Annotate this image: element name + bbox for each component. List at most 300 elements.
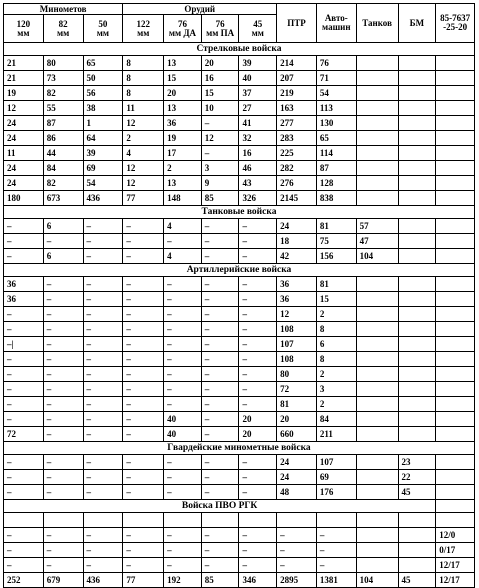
table-cell: – xyxy=(123,322,164,337)
table-cell: 180 xyxy=(4,191,44,206)
table-cell: – xyxy=(123,277,164,292)
table-cell: – xyxy=(123,307,164,322)
table-cell: – xyxy=(43,427,83,442)
table-cell: – xyxy=(123,367,164,382)
table-cell: – xyxy=(164,558,202,573)
table-cell: – xyxy=(164,397,202,412)
table-cell: – xyxy=(239,397,277,412)
total-cell: 77 xyxy=(123,573,164,588)
table-cell: – xyxy=(123,219,164,234)
table-cell: – xyxy=(43,470,83,485)
header-sub-cell: 120 мм xyxy=(4,15,44,43)
table-cell: – xyxy=(123,397,164,412)
table-cell xyxy=(436,86,475,101)
table-cell: – xyxy=(164,234,202,249)
table-cell xyxy=(436,352,475,367)
table-cell: – xyxy=(123,470,164,485)
table-cell xyxy=(398,382,436,397)
table-cell: 46 xyxy=(239,161,277,176)
table-cell: 12 xyxy=(201,131,239,146)
table-cell: 43 xyxy=(239,176,277,191)
section-title: Гвардейские минометные войска xyxy=(4,442,475,455)
table-cell: – xyxy=(239,543,277,558)
table-cell: 113 xyxy=(316,101,356,116)
table-cell xyxy=(398,307,436,322)
table-cell: – xyxy=(123,528,164,543)
table-cell: – xyxy=(164,528,202,543)
table-row xyxy=(4,337,475,352)
table-cell xyxy=(316,513,356,528)
table-cell: – xyxy=(83,249,123,264)
table-cell: 20 xyxy=(277,412,317,427)
table-cell: 3 xyxy=(316,382,356,397)
table-cell: 15 xyxy=(164,71,202,86)
table-cell xyxy=(398,71,436,86)
table-cell: – xyxy=(201,219,239,234)
total-cell: 679 xyxy=(43,573,83,588)
table-cell: 24 xyxy=(4,131,44,146)
table-cell: 207 xyxy=(277,71,317,86)
table-cell xyxy=(398,397,436,412)
table-cell: – xyxy=(4,352,44,367)
table-cell xyxy=(277,513,317,528)
table-cell: – xyxy=(164,292,202,307)
table-cell: 21 xyxy=(4,71,44,86)
table-cell xyxy=(356,322,398,337)
table-cell: – xyxy=(164,485,202,500)
table-cell: – xyxy=(83,337,123,352)
table-cell: – xyxy=(43,485,83,500)
table-cell: 11 xyxy=(123,101,164,116)
table-cell: 6 xyxy=(43,249,83,264)
table-cell xyxy=(164,513,202,528)
table-cell: 50 xyxy=(83,71,123,86)
section-title: Войска ПВО РГК xyxy=(4,500,436,513)
table-cell: – xyxy=(316,528,356,543)
table-cell xyxy=(356,427,398,442)
table-cell xyxy=(436,500,475,513)
table-row xyxy=(4,101,475,116)
table-cell: 24 xyxy=(4,161,44,176)
table-cell: – xyxy=(123,455,164,470)
table-cell: – xyxy=(201,382,239,397)
table-cell xyxy=(398,131,436,146)
table-cell: – xyxy=(239,322,277,337)
table-cell: – xyxy=(83,455,123,470)
table-cell: 76 xyxy=(316,56,356,71)
table-cell: – xyxy=(201,146,239,161)
table-cell xyxy=(356,485,398,500)
table-cell: 176 xyxy=(316,485,356,500)
table-cell: – xyxy=(83,277,123,292)
table-cell: – xyxy=(277,543,317,558)
table-row xyxy=(4,191,475,206)
table-cell: 8 xyxy=(316,322,356,337)
table-cell: – xyxy=(43,397,83,412)
table-cell xyxy=(356,146,398,161)
table-cell xyxy=(83,513,123,528)
table-cell: 13 xyxy=(164,176,202,191)
table-cell xyxy=(436,455,475,470)
table-cell: 21 xyxy=(4,56,44,71)
table-cell: – xyxy=(201,116,239,131)
table-cell: 84 xyxy=(43,161,83,176)
table-body xyxy=(4,43,475,588)
table-cell: 71 xyxy=(316,71,356,86)
table-cell: 80 xyxy=(277,367,317,382)
table-cell: 72 xyxy=(4,427,44,442)
table-cell xyxy=(356,543,398,558)
table-cell xyxy=(356,101,398,116)
data-table xyxy=(3,3,475,588)
table-cell: 69 xyxy=(316,470,356,485)
table-cell xyxy=(436,71,475,86)
table-row xyxy=(4,470,475,485)
table-cell xyxy=(398,146,436,161)
table-cell: 54 xyxy=(316,86,356,101)
table-cell: – xyxy=(316,558,356,573)
table-cell: 36 xyxy=(4,292,44,307)
table-cell xyxy=(436,307,475,322)
table-cell: 19 xyxy=(4,86,44,101)
table-cell: 19 xyxy=(164,131,202,146)
table-cell xyxy=(356,337,398,352)
table-cell: – xyxy=(43,412,83,427)
table-cell: – xyxy=(123,337,164,352)
table-cell: 81 xyxy=(316,219,356,234)
table-cell: 17 xyxy=(164,146,202,161)
table-cell: 214 xyxy=(277,56,317,71)
table-cell: 15 xyxy=(201,86,239,101)
table-cell: 20 xyxy=(164,86,202,101)
table-cell: 69 xyxy=(83,161,123,176)
table-cell: 32 xyxy=(239,131,277,146)
table-cell xyxy=(436,470,475,485)
table-cell: 87 xyxy=(43,116,83,131)
table-cell xyxy=(356,528,398,543)
table-cell xyxy=(356,292,398,307)
table-cell: 40 xyxy=(164,412,202,427)
table-cell: – xyxy=(4,307,44,322)
table-cell xyxy=(436,513,475,528)
table-cell: 36 xyxy=(164,116,202,131)
table-cell: 15 xyxy=(316,292,356,307)
table-row xyxy=(4,161,475,176)
table-cell xyxy=(436,382,475,397)
header-sub-cell: 82 мм xyxy=(43,15,83,43)
table-cell xyxy=(436,161,475,176)
table-cell: – xyxy=(4,234,44,249)
table-cell: 2 xyxy=(316,367,356,382)
table-row xyxy=(4,176,475,191)
table-cell xyxy=(356,455,398,470)
table-cell: – xyxy=(123,412,164,427)
table-cell: – xyxy=(201,485,239,500)
table-cell: – xyxy=(201,455,239,470)
table-cell xyxy=(239,513,277,528)
table-cell xyxy=(356,412,398,427)
table-cell xyxy=(398,412,436,427)
table-cell xyxy=(356,277,398,292)
section-row xyxy=(4,206,475,219)
table-cell: 277 xyxy=(277,116,317,131)
table-cell xyxy=(398,219,436,234)
table-cell: 65 xyxy=(316,131,356,146)
table-cell xyxy=(356,352,398,367)
table-cell: 20 xyxy=(201,56,239,71)
table-cell xyxy=(356,470,398,485)
table-cell: – xyxy=(239,485,277,500)
table-cell: – xyxy=(43,382,83,397)
table-cell: – xyxy=(201,470,239,485)
table-cell xyxy=(436,367,475,382)
table-cell: 276 xyxy=(277,176,317,191)
table-cell: 12 xyxy=(277,307,317,322)
table-cell: 57 xyxy=(356,219,398,234)
table-cell: 225 xyxy=(277,146,317,161)
table-cell: 82 xyxy=(43,86,83,101)
table-row xyxy=(4,543,475,558)
table-cell xyxy=(398,176,436,191)
table-row xyxy=(4,71,475,86)
table-cell: 87 xyxy=(316,161,356,176)
total-cell: 346 xyxy=(239,573,277,588)
table-cell: 45 xyxy=(398,485,436,500)
table-row xyxy=(4,277,475,292)
table-row xyxy=(4,219,475,234)
table-cell: 77 xyxy=(123,191,164,206)
table-cell xyxy=(398,191,436,206)
header-sub-cell: 76 мм ДА xyxy=(164,15,202,43)
table-cell: – xyxy=(4,455,44,470)
table-cell: – xyxy=(201,397,239,412)
table-cell: – xyxy=(83,543,123,558)
table-cell xyxy=(436,56,475,71)
table-cell: – xyxy=(164,277,202,292)
table-cell xyxy=(356,513,398,528)
table-cell: – xyxy=(4,528,44,543)
table-cell xyxy=(398,558,436,573)
table-cell: 27 xyxy=(239,101,277,116)
table-cell: 75 xyxy=(316,234,356,249)
total-cell: 104 xyxy=(356,573,398,588)
table-cell xyxy=(398,161,436,176)
table-cell xyxy=(4,513,44,528)
table-cell xyxy=(356,56,398,71)
table-cell xyxy=(356,116,398,131)
table-cell: – xyxy=(277,528,317,543)
table-cell: – xyxy=(201,249,239,264)
table-cell: 128 xyxy=(316,176,356,191)
table-cell: – xyxy=(201,322,239,337)
table-cell: 47 xyxy=(356,234,398,249)
table-cell: 48 xyxy=(277,485,317,500)
table-cell xyxy=(398,337,436,352)
table-row xyxy=(4,485,475,500)
table-cell: – xyxy=(43,543,83,558)
table-cell: 838 xyxy=(316,191,356,206)
header-archive-ref: 85-7637 -25-20 xyxy=(436,4,475,43)
table-cell: – xyxy=(43,292,83,307)
table-row xyxy=(4,249,475,264)
table-row xyxy=(4,116,475,131)
table-cell: – xyxy=(83,382,123,397)
section-title: Артиллерийские войска xyxy=(4,264,475,277)
table-cell: – xyxy=(239,307,277,322)
table-cell: 18 xyxy=(277,234,317,249)
table-cell: – xyxy=(123,292,164,307)
table-cell: 3 xyxy=(201,161,239,176)
table-cell xyxy=(356,558,398,573)
table-cell xyxy=(398,277,436,292)
table-cell: 6 xyxy=(43,219,83,234)
table-cell: – xyxy=(164,367,202,382)
table-cell: – xyxy=(43,337,83,352)
table-cell: – xyxy=(4,249,44,264)
table-row xyxy=(4,455,475,470)
table-cell: 12/0 xyxy=(436,528,475,543)
header-mortars: Минометов xyxy=(4,4,123,15)
table-cell xyxy=(398,101,436,116)
table-cell: – xyxy=(4,558,44,573)
table-cell: – xyxy=(201,558,239,573)
table-cell: 2 xyxy=(316,397,356,412)
table-cell: – xyxy=(4,543,44,558)
table-cell: – xyxy=(83,292,123,307)
table-cell: – xyxy=(123,352,164,367)
total-cell: 1381 xyxy=(316,573,356,588)
table-cell: 13 xyxy=(164,101,202,116)
table-cell: – xyxy=(43,528,83,543)
table-cell: 130 xyxy=(316,116,356,131)
total-cell: 12/17 xyxy=(436,573,475,588)
table-cell: 41 xyxy=(239,116,277,131)
table-cell xyxy=(398,427,436,442)
table-cell xyxy=(436,176,475,191)
table-cell: 660 xyxy=(277,427,317,442)
table-cell: – xyxy=(83,412,123,427)
section-row xyxy=(4,43,475,56)
header-vehicles: Авто- машин xyxy=(316,4,356,43)
table-cell: 2 xyxy=(316,307,356,322)
table-cell: – xyxy=(4,367,44,382)
table-cell: 80 xyxy=(43,56,83,71)
header-ptr: ПТР xyxy=(277,4,317,43)
table-cell: – xyxy=(83,397,123,412)
table-row xyxy=(4,234,475,249)
header-sub-cell: 45 мм xyxy=(239,15,277,43)
table-cell: 673 xyxy=(43,191,83,206)
header-guns: Орудий xyxy=(123,4,277,15)
table-cell xyxy=(356,176,398,191)
table-cell: – xyxy=(164,352,202,367)
table-cell: – xyxy=(4,412,44,427)
table-cell: 107 xyxy=(277,337,317,352)
table-cell xyxy=(356,86,398,101)
table-cell: – xyxy=(83,485,123,500)
table-cell: 24 xyxy=(277,455,317,470)
table-cell xyxy=(201,513,239,528)
table-cell: 22 xyxy=(398,470,436,485)
table-cell: 283 xyxy=(277,131,317,146)
table-cell: – xyxy=(201,277,239,292)
table-cell xyxy=(436,485,475,500)
table-cell xyxy=(356,131,398,146)
table-cell xyxy=(398,322,436,337)
table-row xyxy=(4,146,475,161)
table-cell: – xyxy=(43,307,83,322)
table-cell: – xyxy=(239,337,277,352)
table-cell xyxy=(356,71,398,86)
table-cell: – xyxy=(239,292,277,307)
table-cell: 108 xyxy=(277,322,317,337)
table-cell xyxy=(356,382,398,397)
table-cell: 84 xyxy=(316,412,356,427)
table-cell: 16 xyxy=(201,71,239,86)
table-row xyxy=(4,307,475,322)
total-cell: 252 xyxy=(4,573,44,588)
table-cell: 42 xyxy=(277,249,317,264)
table-cell: – xyxy=(123,382,164,397)
table-cell xyxy=(436,146,475,161)
table-row xyxy=(4,558,475,573)
table-cell: 36 xyxy=(277,292,317,307)
table-cell: – xyxy=(83,307,123,322)
table-cell: – xyxy=(239,558,277,573)
table-cell xyxy=(398,513,436,528)
table-cell: 72 xyxy=(277,382,317,397)
table-cell: 8 xyxy=(123,56,164,71)
table-cell: – xyxy=(43,455,83,470)
table-cell: 1 xyxy=(83,116,123,131)
table-cell: – xyxy=(4,382,44,397)
table-cell: – xyxy=(164,455,202,470)
table-cell: – xyxy=(4,322,44,337)
table-cell: – xyxy=(83,528,123,543)
table-cell xyxy=(436,337,475,352)
table-cell: 107 xyxy=(316,455,356,470)
table-cell: 219 xyxy=(277,86,317,101)
table-cell: –| xyxy=(4,337,44,352)
table-cell: – xyxy=(239,352,277,367)
table-cell: – xyxy=(43,352,83,367)
table-cell: – xyxy=(164,470,202,485)
table-row xyxy=(4,427,475,442)
table-cell xyxy=(398,234,436,249)
table-cell xyxy=(436,322,475,337)
table-cell: – xyxy=(239,528,277,543)
table-cell: 13 xyxy=(164,56,202,71)
table-row xyxy=(4,367,475,382)
table-cell xyxy=(436,397,475,412)
table-cell xyxy=(398,367,436,382)
table-cell: 2 xyxy=(164,161,202,176)
total-cell: 2895 xyxy=(277,573,317,588)
header-sub-cell: 76 мм ПА xyxy=(201,15,239,43)
table-cell: 24 xyxy=(4,116,44,131)
table-cell: – xyxy=(239,367,277,382)
table-cell: 16 xyxy=(239,146,277,161)
table-header xyxy=(4,4,475,43)
table-cell: 4 xyxy=(123,146,164,161)
table-cell: – xyxy=(239,249,277,264)
table-cell: – xyxy=(83,352,123,367)
table-cell: – xyxy=(123,543,164,558)
table-cell: – xyxy=(239,219,277,234)
table-cell: 65 xyxy=(83,56,123,71)
table-cell xyxy=(436,427,475,442)
table-cell: – xyxy=(123,234,164,249)
